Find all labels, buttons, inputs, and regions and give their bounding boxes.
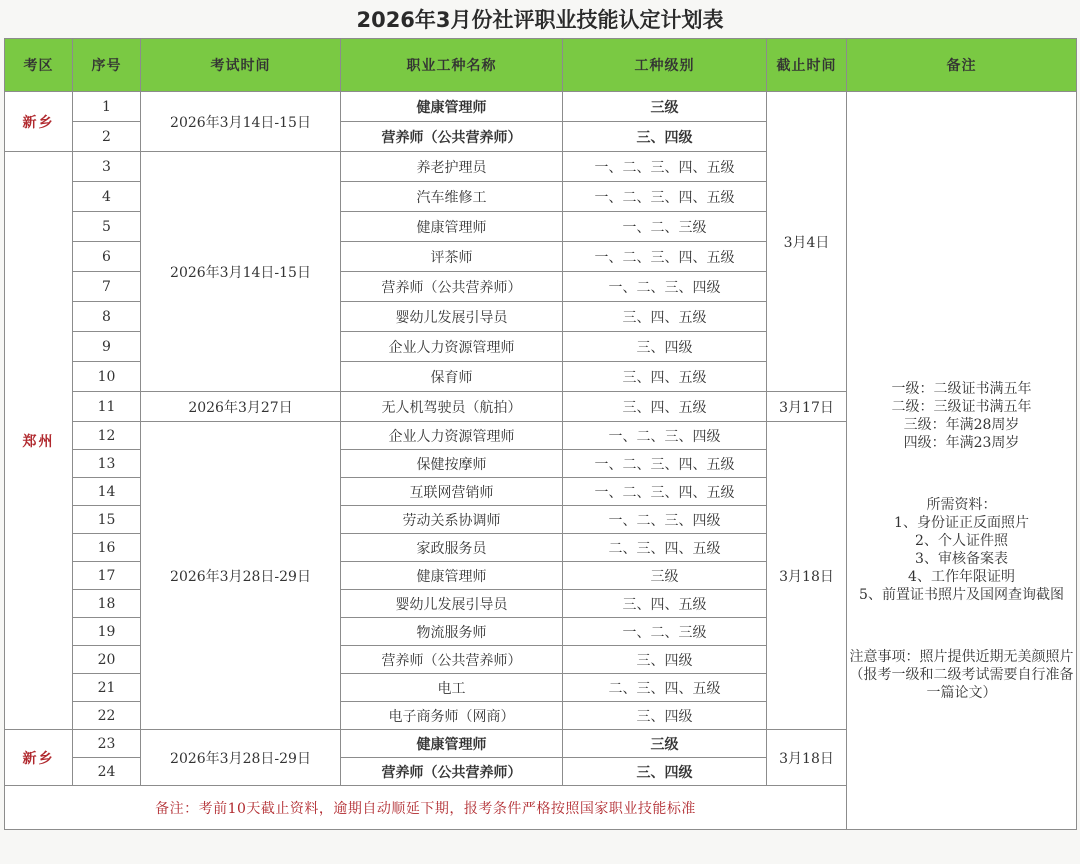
job-level: 三、四、五级: [563, 392, 767, 422]
header-level: 工种级别: [563, 39, 767, 92]
row-no: 2: [73, 122, 141, 152]
job-name: 家政服务员: [341, 534, 563, 562]
row-no: 3: [73, 152, 141, 182]
job-level: 一、二、三、四、五级: [563, 242, 767, 272]
job-level: 三级: [563, 730, 767, 758]
row-no: 9: [73, 332, 141, 362]
exam-date-cell: 2026年3月28日-29日: [141, 422, 341, 730]
job-name: 婴幼儿发展引导员: [341, 590, 563, 618]
job-name: 保健按摩师: [341, 450, 563, 478]
footer-note: 备注：考前10天截止资料，逾期自动顺延下期，报考条件严格按照国家职业技能标准: [5, 786, 847, 830]
header-area: 考区: [5, 39, 73, 92]
job-level: 三级: [563, 562, 767, 590]
row-no: 20: [73, 646, 141, 674]
job-name: 物流服务师: [341, 618, 563, 646]
area-cell-zhengzhou: 郑州: [5, 152, 73, 730]
exam-date-cell: 2026年3月14日-15日: [141, 152, 341, 392]
notes-attention: 注意事项：照片提供近期无美颜照片（报考一级和二级考试需要自行准备一篇论文）: [849, 648, 1074, 701]
row-no: 6: [73, 242, 141, 272]
job-level: 三、四级: [563, 332, 767, 362]
job-name: 营养师（公共营养师）: [341, 122, 563, 152]
job-name: 营养师（公共营养师）: [341, 272, 563, 302]
row-no: 19: [73, 618, 141, 646]
row-no: 4: [73, 182, 141, 212]
notes-level-line: 四级：年满23周岁: [903, 434, 1020, 451]
job-level: 一、二、三、四、五级: [563, 450, 767, 478]
exam-date-cell: 2026年3月28日-29日: [141, 730, 341, 786]
job-name: 健康管理师: [341, 562, 563, 590]
row-no: 10: [73, 362, 141, 392]
notes-material-line: 3、审核备案表: [915, 550, 1008, 567]
job-level: 一、二、三、四级: [563, 272, 767, 302]
job-level: 三、四级: [563, 122, 767, 152]
header-exam-time: 考试时间: [141, 39, 341, 92]
row-no: 7: [73, 272, 141, 302]
job-level: 三级: [563, 92, 767, 122]
row-no: 15: [73, 506, 141, 534]
notes-material-line: 4、工作年限证明: [908, 568, 1015, 585]
job-level: 一、二、三、四、五级: [563, 182, 767, 212]
row-no: 1: [73, 92, 141, 122]
header-no: 序号: [73, 39, 141, 92]
notes-spacer: [847, 604, 1076, 648]
row-no: 18: [73, 590, 141, 618]
row-no: 13: [73, 450, 141, 478]
deadline-cell: 3月18日: [767, 730, 847, 786]
notes-spacer: [847, 452, 1076, 496]
job-name: 电工: [341, 674, 563, 702]
header-notes: 备注: [847, 39, 1077, 92]
job-name: 互联网营销师: [341, 478, 563, 506]
row-no: 5: [73, 212, 141, 242]
row-no: 11: [73, 392, 141, 422]
job-level: 三、四、五级: [563, 302, 767, 332]
job-level: 三、四、五级: [563, 590, 767, 618]
job-name: 健康管理师: [341, 730, 563, 758]
job-level: 三、四级: [563, 702, 767, 730]
job-name: 养老护理员: [341, 152, 563, 182]
row-no: 24: [73, 758, 141, 786]
job-level: 一、二、三级: [563, 618, 767, 646]
notes-materials-title: 所需资料：: [926, 496, 997, 513]
job-name: 企业人力资源管理师: [341, 332, 563, 362]
job-name: 电子商务师（网商）: [341, 702, 563, 730]
row-no: 8: [73, 302, 141, 332]
job-name: 无人机驾驶员（航拍）: [341, 392, 563, 422]
header-deadline: 截止时间: [767, 39, 847, 92]
job-level: 一、二、三级: [563, 212, 767, 242]
notes-level-line: 三级：年满28周岁: [903, 416, 1020, 433]
job-name: 评茶师: [341, 242, 563, 272]
area-cell-xinxiang: 新乡: [5, 730, 73, 786]
notes-material-line: 5、前置证书照片及国网查询截图: [859, 586, 1064, 603]
job-name: 婴幼儿发展引导员: [341, 302, 563, 332]
notes-cell: [847, 92, 1077, 830]
notes-spacer: [847, 220, 1076, 380]
job-level: 三、四、五级: [563, 362, 767, 392]
job-level: 三、四级: [563, 646, 767, 674]
deadline-cell: 3月4日: [767, 92, 847, 392]
job-level: 一、二、三、四、五级: [563, 152, 767, 182]
table-row: [5, 92, 1077, 122]
page-title: 2026年3月份社评职业技能认定计划表: [356, 8, 724, 32]
job-level: 三、四级: [563, 758, 767, 786]
deadline-cell: 3月18日: [767, 422, 847, 730]
row-no: 23: [73, 730, 141, 758]
header-job: 职业工种名称: [341, 39, 563, 92]
row-no: 12: [73, 422, 141, 450]
exam-date-cell: 2026年3月27日: [141, 392, 341, 422]
job-name: 健康管理师: [341, 212, 563, 242]
job-level: 二、三、四、五级: [563, 534, 767, 562]
job-level: 一、二、三、四、五级: [563, 478, 767, 506]
notes-level-line: 一级：二级证书满五年: [891, 380, 1032, 397]
job-name: 企业人力资源管理师: [341, 422, 563, 450]
header-row: [5, 39, 1077, 92]
notes-level-line: 二级：三级证书满五年: [891, 398, 1032, 415]
notes-material-line: 2、个人证件照: [915, 532, 1008, 549]
job-name: 营养师（公共营养师）: [341, 646, 563, 674]
exam-date-cell: 2026年3月14日-15日: [141, 92, 341, 152]
row-no: 22: [73, 702, 141, 730]
row-no: 14: [73, 478, 141, 506]
job-level: 一、二、三、四级: [563, 506, 767, 534]
row-no: 21: [73, 674, 141, 702]
job-level: 二、三、四、五级: [563, 674, 767, 702]
plan-table: [4, 38, 1077, 830]
job-name: 保育师: [341, 362, 563, 392]
notes-material-line: 1、身份证正反面照片: [894, 514, 1029, 531]
deadline-cell: 3月17日: [767, 392, 847, 422]
job-level: 一、二、三、四级: [563, 422, 767, 450]
row-no: 17: [73, 562, 141, 590]
job-name: 劳动关系协调师: [341, 506, 563, 534]
job-name: 汽车维修工: [341, 182, 563, 212]
area-cell-xinxiang: 新乡: [5, 92, 73, 152]
job-name: 营养师（公共营养师）: [341, 758, 563, 786]
job-name: 健康管理师: [341, 92, 563, 122]
row-no: 16: [73, 534, 141, 562]
